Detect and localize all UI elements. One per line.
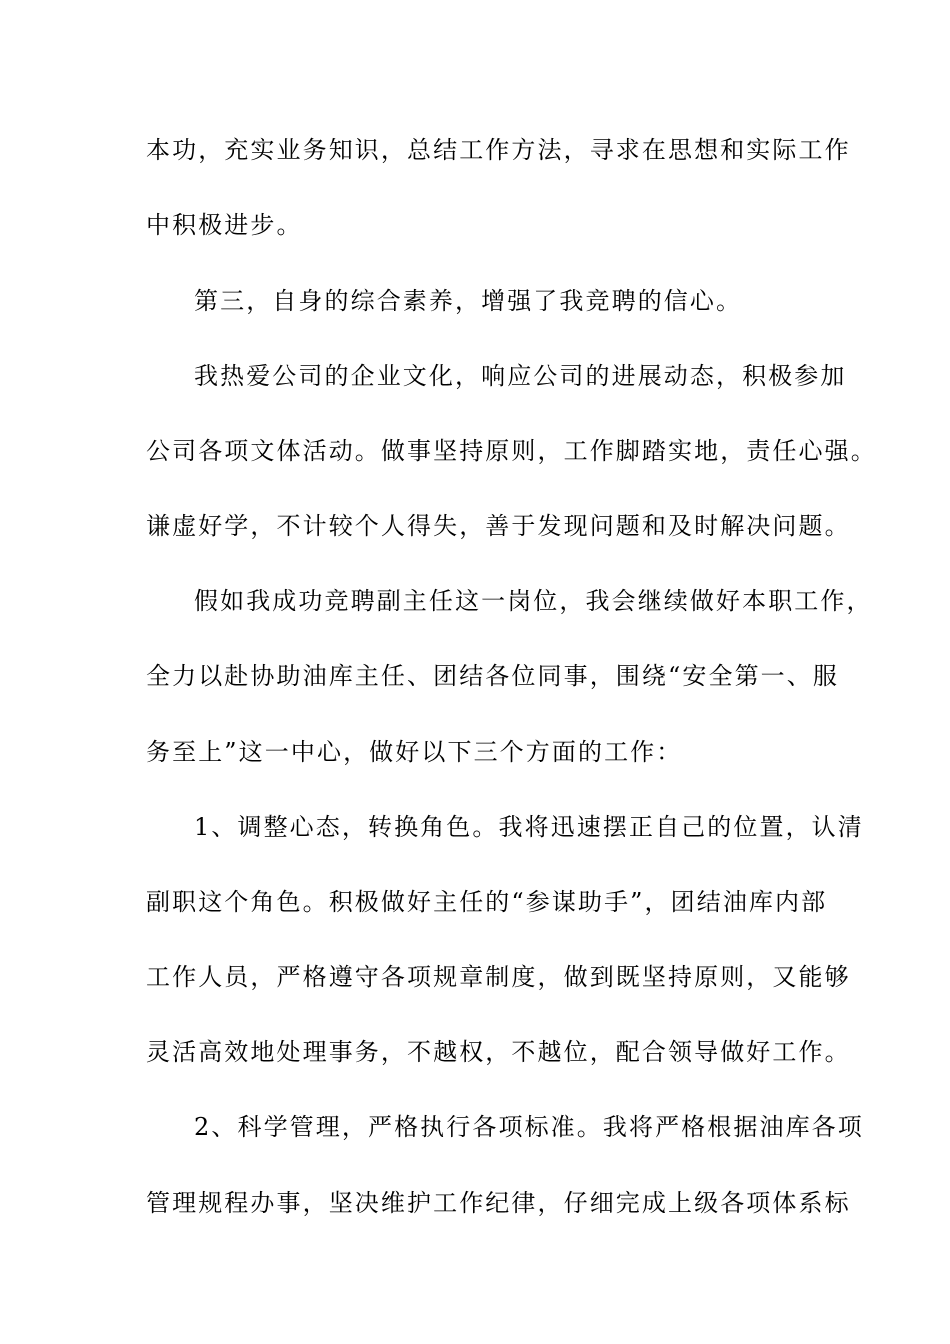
text-line-6: 谦虚好学，不计较个人得失，善于发现问题和及时解决问题。 [146,512,851,540]
list-item-1-line-4: 灵活高效地处理事务，不越权，不越位，配合领导做好工作。 [146,1038,851,1066]
text-line-7: 假如我成功竞聘副主任这一岗位，我会继续做好本职工作， [194,587,873,615]
list-item-1-line-2: 副职这个角色。积极做好主任的“参谋助手”，团结油库内部 [146,888,828,916]
text-line-4: 我热爱公司的企业文化，响应公司的进展动态，积极参加 [194,362,847,390]
list-item-2-line-1: 2、科学管理，严格执行各项标准。我将严格根据油库各项 [194,1113,864,1141]
text-line-8: 全力以赴协助油库主任、团结各位同事，围绕“安全第一、服 [146,662,839,690]
text-line-5: 公司各项文体活动。做事坚持原则，工作脚踏实地，责任心强。 [146,437,877,465]
text-line-2: 中积极进步。 [146,211,303,239]
paragraph-heading-third: 第三，自身的综合素养，增强了我竞聘的信心。 [194,287,743,315]
list-item-1-line-3: 工作人员，严格遵守各项规章制度，做到既坚持原则，又能够 [146,963,851,991]
text-line-1: 本功，充实业务知识，总结工作方法，寻求在思想和实际工作 [146,136,851,164]
list-item-2-line-2: 管理规程办事，坚决维护工作纪律，仔细完成上级各项体系标 [146,1189,851,1217]
text-line-9: 务至上”这一中心，做好以下三个方面的工作： [146,738,683,766]
list-item-1-line-1: 1、调整心态，转换角色。我将迅速摆正自己的位置，认清 [194,813,864,841]
